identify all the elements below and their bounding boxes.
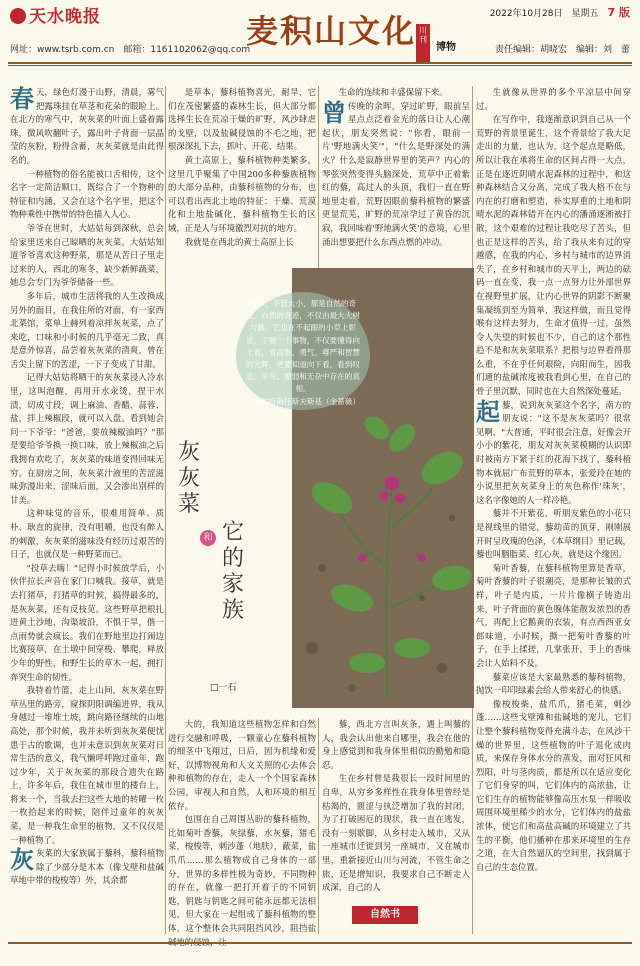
text-column-1 — [10, 86, 164, 934]
paragraph: 这种味觉的音乐，很难用简单、质朴、耿直的旋律，没有咀嚼，也没有醉人的刺激，灰灰菜的滋味没有经历过艰苦的日子，也就仅是一种野菜而已。 — [10, 508, 164, 560]
paragraph: 藜并不开紫花，听朋友紫色的小花只是视线里的错觉，藜幼苗的顶芽，刚刚展开时呈玫瑰的色泽，《本草纲目》里记载，藜也叫胭脂菜、红心灰，就是这个缘因。 — [476, 508, 631, 560]
logo-icon — [10, 8, 26, 24]
paragraph: 黄土高原上，藜科植物种类繁多，这里几乎聚集了中国200多种藜族植物的大部分品种，由藜科植物的分布，也可以看出西北土地的特征：干燥、荒漠化和土地盐碱化，藜科植物生长的区域，正是人与环境激烈对抗的地方。 — [168, 154, 316, 233]
page-title: 麦积山文化 — [246, 12, 417, 50]
column-tag: 川刊 — [416, 24, 430, 62]
column-divider — [165, 86, 166, 934]
paragraph: 起藜，说到灰灰菜这个名字，南方的朋友说："这不是灰灰菜吗？很常见啊，"大普通，平时很会注意，好像会开小小的紫花，朋友对灰灰菜模糊的认识即时被南方下紧于红的花海下找了，藜科植物本就屈广布荒野的草本，张爱玲在她的小说里把灰灰菜身上的灰色称作'珠灰'，这名字像她的人一样冷艳。 — [476, 396, 631, 505]
text-column-3 — [322, 86, 470, 282]
quote-source: ——帕特斯托斯夫斯基（金蔷薇） — [246, 396, 360, 406]
date-text: 2022年10月28日 星期五 — [489, 9, 599, 19]
text-column-4 — [476, 86, 631, 936]
newspaper-logo — [10, 2, 101, 27]
quote-text: 草本，不管大小，都是自然的奇迹，自然的奇迹，不仅由最大大树与藤，它也在不起眼的小草上彰显，了解一个事物，不仅要懂得向上看，看高贵、勇气、尊严和智慧的光辉，更要知道向下看，看到叹息、辛劳、脆弱和无杂中存在的真相。 — [246, 299, 360, 394]
website-line: 网址：www.tsrb.com.cn 邮箱：1161102062@qq.com — [10, 45, 251, 55]
issue-date — [490, 4, 630, 20]
column-divider — [318, 86, 319, 286]
paragraph: "投草去嗨！"记得小时候放学后，小伙伴拉长声音在家门口喊我。接草，就是去打猪草，打猪草的时候，搞得最多的，是灰灰菜，还有反枝苋。这些野草把根扎进黄土沙地，沟渠坡沿，不惧干旱，偕一点雨势就会疯长。我们在野地里边打闹边比赛接草，在土墩中间穿梭、攀爬，释放少年的野性，和野生长的草木一起，拥打奔突生命的韧性。 — [10, 562, 164, 682]
paragraph: 生就像从世界的多个平凉层中间穿过。 — [476, 87, 631, 111]
text-column-2-lower — [168, 718, 316, 933]
column-divider — [318, 718, 319, 934]
drop-cap: 春 — [10, 84, 34, 113]
paragraph: 包围在自己周围丛盼的藜科植物，比如菊叶香藜，灰绿藜，水灰藜，猪毛菜，梭梭等，刺沙蓬（地肤），蔽菜，盐爪爪……那么植物成自己身体的一部分，世界的多样性极为奇妙，不同物种的存在，就像一把打开着子的不同钥匙，钥匙与钥匙之间可能永远都无法相见，但大家在一起组成了藜科植物的整体，这个整体会共同阻挡风沙，阻挡盐 — [168, 814, 316, 933]
paragraph: 灰灰菜的大家族属于藜科，藜科植物除了少部分是木本（像戈壁和盐碱草地中带的梭梭等）外，其余都 — [10, 845, 164, 886]
section-label: 博物 — [436, 42, 456, 53]
masthead — [8, 2, 632, 64]
article-title-part1: 灰灰菜 — [178, 440, 201, 517]
header-rule-thin — [8, 65, 632, 66]
paragraph: 生在乡村曾是我很长一段时间里的自卑，从穷乡多样性在我身体里曾经是枯竭的，匮涩与执泛增加了我的封闭，为了打破困厄的现状，我一直在逃发，没有一刻歇脚，从乡村走入城市，又从一座城市迁徙到另一座城市，又在城市里，重新接近山川与河流，不管生命之旅，还是增知识，我要求自己不断走入成深，自己的人 — [322, 773, 470, 893]
text-column-3-lower — [322, 718, 470, 896]
article-title-and: 和 — [200, 530, 216, 546]
page-number: 7 版 — [607, 6, 630, 19]
editors-line: 责任编辑：胡晓宏 编辑：刘 蕾 — [494, 45, 630, 55]
paragraph: 菊叶香藜，在藜科植物里算是香草，菊叶香藜的叶子很潮亮，是那种长皱的式样，叶子是内质，一片片像横子铸造出来，叶子背面的黄色腺体能散发浓烈的香气，再配上它鹅黄的衣装，有点西西亚女郎味道，小时候，撕一把菊叶香藜的叶子，在手上揉搓，几掌张开，手上的香味会让人始料不及。 — [476, 562, 631, 668]
article-title-part2: 它的家族 — [222, 520, 245, 623]
paragraph: 多年后，城市生活将我的人生改换成另外的面目，在我住所的对面，有一家西北菜馆，菜单上赫列着凉拌灰灰菜，点了来吃，口味和小时候的几乎毫无二致，真是意外惊喜，品尝着灰灰菜的清爽，曾在舌尖上留下的苦涩，一下子变成了甘甜。 — [10, 290, 164, 369]
paragraph: 大的，我知道这些植物怎样和自然进行交融和呼吸，一颗童心在藜科植物的细茎中飞翔过，日后，因为机缘和爱好，以博物视角和人文关照的心去体会种和植物的存在，走入一个个国家森林公园，审视人和自然，人和环境的相互依存。 — [168, 719, 316, 811]
article-author: □一石 — [210, 683, 237, 693]
paragraph: 一种植物的俗名能被口舌相传，这个名字一定简洁顺口，既综合了一个物种的特征和内涵，又会在这个名字里，把这个物种乘性中携带的特色描入人心。 — [10, 168, 164, 220]
paragraph: 我特着竹篮，走上山间，灰灰菜在野草丛里的路旁，窥探阴阳调编进界，我从身越过一堆堆土坡，跳向路径继续的山地高处，那个时候，我并未听到灰灰菜便忧患于古的歌调，也并未意识到灰灰菜对日常生活的意义，我气懒呼呼跑过童年，跑过少年，关于灰灰菜的那段合遗失在路上，许多年后，我住在城市里的楼台上，将来一个，当我去拦这些大地的转曜一枚一枚拾起来的时候，陪伴过童年的灰灰菜，是一种我生命里的植物，又不仅仅是一种植物了。 — [10, 685, 164, 845]
paragraph: 像梭梭柴，盐爪爪，猪毛菜，刺沙蓬……这些戈壁滩和盐碱地的宠儿，它们让整个藜科植物变得充满斗志，在风沙干燥的世界里，这些植物的叶子退化成肉质，来保存身体水分的蒸发，面对狂风和烈阳，叶与茎肉质，都是所以在适应变化了它们身穿的叫，它们体内的高浓盐，让它们生存的植物能够像高压水泵一样吸收周围环境里稀少的水分，它们体内的盐盐浓体，使它们和高盐高碱的环境建立了共生的平衡，他们播种在那来环境里的生存之道，在大自然逼仄的空间里，找到属于自己的生态位置。 — [476, 698, 631, 872]
paragraph: 记得大姑姑将晒干的灰灰菜浸入冷水里，这叫泡醒，再用开水汆烫，捏干水渍，切成寸段，调上麻油、香醋、蒜蓉、盐，拌上辣椒段，就可以入盘。看到她会问一下爷爷："爸爸，要放辣椒油吗？"那是要给爷爷换一换口味，放上辣椒油之后我拥有欢吃了，灰灰菜的味道变得回味无穷。在厨房之间，灰灰菜汁液里的苦涩滋味弥漫出来，涩味后面，又会渗出别样的甘美。 — [10, 372, 164, 505]
drop-cap: 灰 — [10, 845, 34, 875]
footer-rule — [8, 942, 632, 944]
paragraph: 曾传晚的余晖，穿过旷野，眼前呈星点点泛着金光的落日让人心潮起伏，朋友突然说："你看，眼前一片'野地满火笑'"，"什么是野深处的满火？什么是寂静世界里的笑声？内心的琴弦突然变得头脑深处，荒草中正着紫红的藜，高过人的头顶，我们一直在野地里走着，荒野因眼前藜科植物的繁盛更显荒芜，旷野的荒凉孕过了黄昏的沉寂，我回味着'野地满火笑'的意境，心里涌出想要把什么东西点燃的冲动。 — [322, 97, 470, 247]
epigraph-quote — [246, 298, 360, 408]
header-rule — [8, 62, 632, 64]
paragraph: 春天，绿色灯漫于山野，清晨，雾气把露珠挂在草茎和花朵的眼睑上。在北方的寒气中，灰灰菜的叶面上盛着露珠，微风吹翻叶子，露出叶子背面一层晶莹的灰粉，粉得含蓄，灰灰菜就是由此得名的。 — [10, 84, 164, 165]
paragraph: 在写作中，我逐渐意识到自己从一个荒野的背景里诞生，这个背景给了我大足走出的力量，也认为，这个起点是略低，所以让我在承将生命的区间占得一大点，正是在逐近阴晴水泥森林的过程中，和这种森林结合又分离，完成了我人格不在与内在的打磨和塑造，朴实厚重的土地和阴晴水泥的森林错开在内心的潘涌逐淅被打散，这个艰难的过程让我吃尽了苦头，但也正是这样的苦头，给了我从来有过的穿越感，在我的内心，乡村与城市的边界消失了，在乡村和城市的天平上，两边的砝码一直在变，我一点一点努力让外部世界在视野里扩展，让内心世界的阴影不断聚集凝练到至为简单，我这样做，而且觉得喉有这样去努力，生命才值得一过，虽然令人失望的时候也不少，自己的这个那性趋不是和灰灰菜联系？把根与边界看得那么重，不在乎任何艰险，向阳而生，因我们通的盐碱浓度被我看到心里，在自己的骨子里沉默，同时也在大自然深处蔓延。 — [476, 114, 631, 397]
drop-cap: 起 — [476, 396, 500, 426]
paragraph: 是草本，藜科植物喜光，耐旱，它们在茂密繁盛的森林生长，但大部分都选择生长在荒凉干燥的旷野，风沙肆虐的戈壁，以及盐碱侵蚀的不毛之地，把根深深扎下去，抓叶、开花、结果。 — [168, 87, 316, 152]
paragraph: 藜，西北方言叫灰条，遇上叫藜的人，我会认出他来自哪里，我会在他的身上感觉到和我身体里相似的勤勉和隐忍。 — [322, 719, 470, 770]
drop-cap: 曾 — [322, 97, 346, 127]
logo-text: 天水晚报 — [29, 7, 101, 27]
column-label-nature-book: 自然书 — [352, 906, 418, 924]
paragraph: 爷爷在世时，大姑姑每到深秋，总会给家里送来自己晾晒的灰灰菜。大姑姑知道爷爷喜欢这种野菜，那是从苦日子里走过来的人，西北的寒冬，缺少新鲜蔬菜，她总会专门为爷爷储备一些。 — [10, 222, 164, 288]
paragraph: 生命的连续和丰盛保留下来。 — [338, 87, 448, 97]
paragraph: 藜菜应该是大家最熟悉的藜科植物，抛饮一印印绿素会给人带来舒心的快感。 — [476, 671, 631, 696]
paragraph: 我就是在西北的黄土高原上长 — [184, 236, 294, 247]
